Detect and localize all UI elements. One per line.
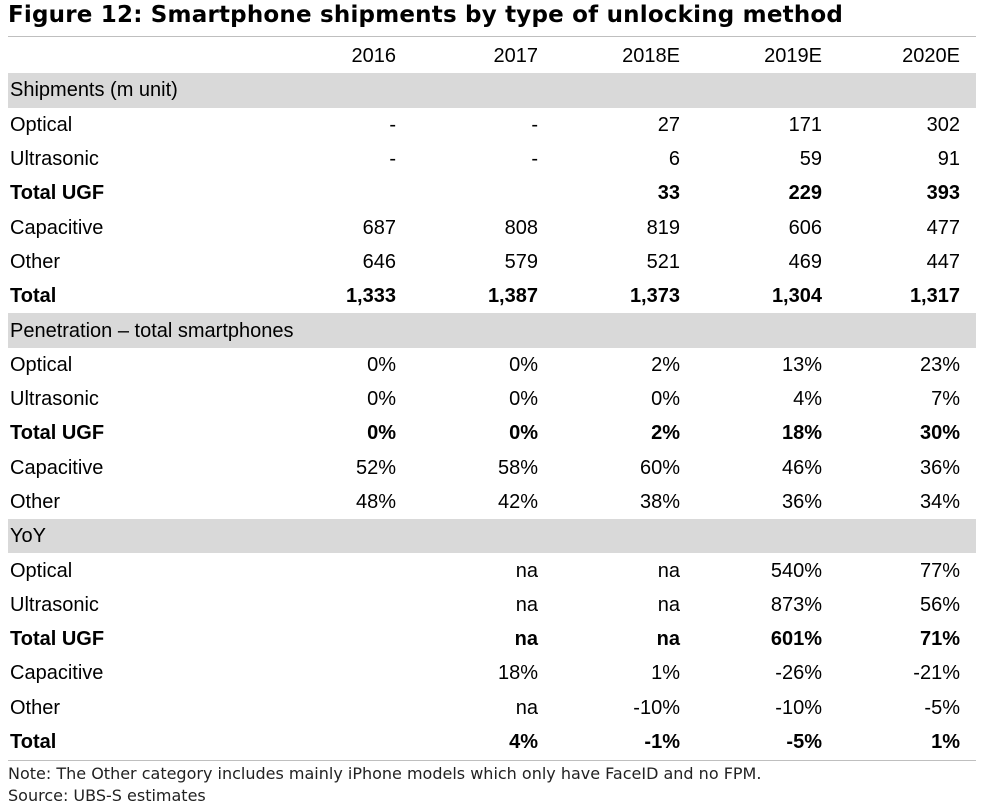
table-cell: 58% [497, 456, 538, 479]
table-cell: 606 [788, 216, 822, 239]
figure-title: Figure 12: Smartphone shipments by type of unlocking method [8, 2, 844, 28]
table-row [8, 245, 976, 279]
table-row [8, 656, 976, 690]
table-cell: na [514, 628, 538, 651]
table-row [8, 691, 976, 725]
row-label: Ultrasonic [10, 593, 99, 616]
row-label: Capacitive [10, 662, 104, 685]
table-cell: 4% [509, 731, 538, 754]
header-cell-2019e: 2019E [764, 45, 822, 68]
title-divider [8, 36, 976, 37]
section-header-row [8, 73, 976, 107]
table-cell: na [515, 593, 538, 616]
table-cell: na [657, 559, 680, 582]
table-cell: - [531, 148, 538, 171]
row-label: Ultrasonic [10, 148, 99, 171]
table-cell: na [515, 696, 538, 719]
table-cell [288, 656, 412, 690]
table-cell: 1,304 [771, 285, 822, 308]
header-cell-2020e: 2020E [902, 45, 960, 68]
table-cell: 71% [919, 628, 960, 651]
table-cell: 36% [919, 456, 960, 479]
table-row [8, 176, 976, 210]
table-cell: - [531, 113, 538, 136]
table-row [8, 142, 976, 176]
table-row [8, 451, 976, 485]
table-row [8, 279, 976, 313]
table-cell: 0% [509, 353, 538, 376]
table-bottom-rule [8, 760, 976, 761]
row-label: Optical [10, 113, 73, 136]
table-cell: 873% [770, 593, 822, 616]
table-cell: 60% [639, 456, 680, 479]
table-cell: 1,333 [345, 285, 396, 308]
table-cell: 0% [367, 353, 396, 376]
table-cell [288, 622, 412, 656]
shipments-table [8, 39, 976, 759]
table-row [8, 725, 976, 759]
table-cell: 38% [639, 491, 680, 513]
table-cell: 46% [781, 456, 822, 479]
table-cell: 2% [651, 353, 680, 376]
row-label: Total UGF [10, 422, 105, 445]
table-cell: 687 [362, 216, 396, 239]
section-header-row [8, 519, 976, 553]
table-cell: 302 [926, 113, 960, 136]
table-row [8, 382, 976, 416]
table-cell: -10% [775, 696, 822, 719]
row-label: Total [10, 285, 57, 308]
table-cell: -5% [924, 696, 960, 719]
row-label: Other [10, 250, 61, 273]
section-header-row [8, 313, 976, 347]
table-cell: - [389, 113, 396, 136]
header-cell-2017: 2017 [493, 45, 538, 68]
row-label: Other [10, 491, 61, 513]
table-cell: 0% [367, 388, 396, 411]
table-cell [288, 725, 412, 759]
row-label: Total [10, 731, 57, 754]
row-label: Ultrasonic [10, 388, 99, 411]
table-cell: - [389, 148, 396, 171]
table-cell: 48% [355, 491, 396, 513]
table-cell: 36% [781, 491, 822, 513]
table-cell: 1% [931, 731, 960, 754]
row-label: Optical [10, 353, 73, 376]
table-cell: 0% [651, 388, 680, 411]
table-cell [288, 553, 412, 587]
row-label: Other [10, 696, 61, 719]
table-cell: 52% [355, 456, 396, 479]
table-cell: 1,387 [487, 285, 538, 308]
table-cell: 91 [937, 148, 960, 171]
section-label: Penetration – total smartphones [8, 313, 976, 347]
table-cell: 1,373 [629, 285, 680, 308]
row-label: Capacitive [10, 456, 104, 479]
table-cell: -21% [913, 662, 960, 685]
table-cell: 579 [504, 250, 538, 273]
table-cell: 33 [657, 182, 680, 205]
table-cell: 42% [497, 491, 538, 513]
table-cell: 0% [509, 422, 538, 445]
table-cell [288, 176, 412, 210]
table-cell: 477 [926, 216, 960, 239]
table-cell: na [656, 628, 680, 651]
table-cell: na [515, 559, 538, 582]
table-cell: 13% [781, 353, 822, 376]
table-cell: 27 [657, 113, 680, 136]
row-label: Capacitive [10, 216, 104, 239]
section-label: YoY [8, 519, 976, 553]
table-row [8, 108, 976, 142]
table-cell: 59 [799, 148, 822, 171]
row-label: Optical [10, 559, 73, 582]
header-cell-2018e: 2018E [622, 45, 680, 68]
footnote-source: Source: UBS-S estimates [8, 786, 206, 805]
table-cell: -1% [644, 731, 680, 754]
table-cell: 447 [926, 250, 960, 273]
table-row [8, 485, 976, 519]
table-row [8, 416, 976, 450]
table-cell [288, 588, 412, 622]
footnote-note: Note: The Other category includes mainly iPhone models which only have FaceID and no FPM. [8, 764, 762, 783]
header-cell-label [8, 39, 288, 73]
row-label: Total UGF [10, 182, 105, 205]
table-cell: 601% [770, 628, 822, 651]
table-cell: 229 [788, 182, 822, 205]
table-cell: 171 [788, 113, 822, 136]
table-cell: 521 [646, 250, 680, 273]
table-cell: 808 [504, 216, 538, 239]
table-cell: 7% [931, 388, 960, 411]
table-row [8, 588, 976, 622]
header-row [8, 39, 976, 73]
table-cell: 4% [793, 388, 822, 411]
table-cell: 1% [651, 662, 680, 685]
table-cell: -26% [775, 662, 822, 685]
header-cell-2016: 2016 [351, 45, 396, 68]
table-body [8, 73, 976, 759]
table-cell: 1,317 [909, 285, 960, 308]
table-cell: 393 [926, 182, 960, 205]
table-cell: na [657, 593, 680, 616]
table-cell: 77% [919, 559, 960, 582]
table-row [8, 210, 976, 244]
table-cell [412, 176, 554, 210]
table-cell: 469 [788, 250, 822, 273]
row-label: Total UGF [10, 628, 105, 651]
table-row [8, 622, 976, 656]
table-cell: 23% [919, 353, 960, 376]
table-cell: 646 [362, 250, 396, 273]
table-cell: 18% [497, 662, 538, 685]
table-cell: 2% [651, 422, 680, 445]
table-row [8, 348, 976, 382]
table-cell: 6 [668, 148, 680, 171]
table-cell: -10% [633, 696, 680, 719]
section-label: Shipments (m unit) [8, 73, 976, 107]
table-cell: -5% [786, 731, 822, 754]
table-row [8, 553, 976, 587]
table-cell: 56% [919, 593, 960, 616]
table-cell: 0% [509, 388, 538, 411]
table-cell: 540% [770, 559, 822, 582]
table-cell: 30% [919, 422, 960, 445]
table-cell [288, 691, 412, 725]
table-cell: 34% [919, 491, 960, 513]
table-cell: 18% [781, 422, 822, 445]
table-cell: 819 [646, 216, 680, 239]
table-cell: 0% [367, 422, 396, 445]
